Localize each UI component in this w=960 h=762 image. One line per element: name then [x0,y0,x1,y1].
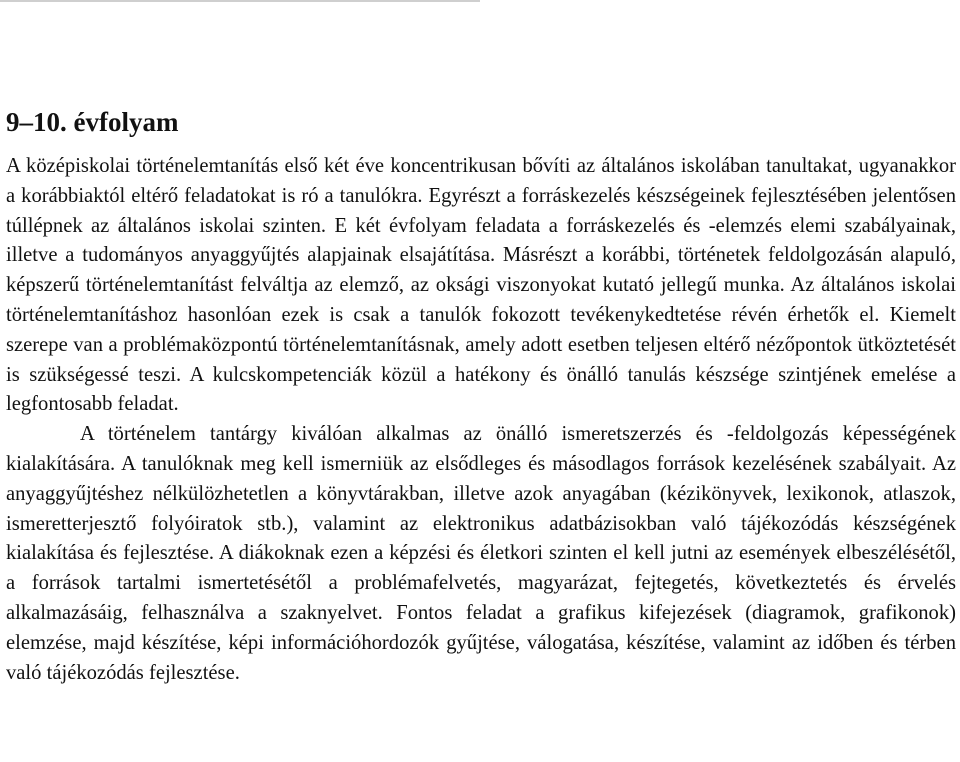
paragraph-2: A történelem tantárgy kiválóan alkalmas az önálló ismeretszerzés és -feldolgozás képességének kialakítására. A tanulóknak meg kell ismerniük az elsődleges és másodlagos források kezelésének szabályait. Az anyaggyűjtéshez nélkülözhetetlen a könyvtárakban, illetve azok anyagában (kézikönyvek, lexikonok, atlaszok, ismeretterjesztő folyóiratok stb.), valamint az elektronikus adatbázisokban való tájékozódás készségének kialakítása és fejlesztése. A diákoknak ezen a képzési és életkori szinten el kell jutni az események elbeszélésétől, a források tartalmi ismertetésétől a problémafelvetés, magyarázat, fejtegetés, következtetés és érvelés alkalmazásáig, felhasználva a szaknyelvet. Fontos feladat a grafikus kifejezések (diagramok, grafikonok) elemzése, majd készítése, képi információhordozók gyűjtése, válogatása, készítése, valamint az időben és térben való tájékozódás fejlesztése. [6,423,956,684]
document-page [6,105,956,688]
top-divider [0,0,480,2]
paragraph-1: A középiskolai történelemtanítás első két éve koncentrikusan bővíti az általános iskolában tanultakat, ugyanakkor a korábbiaktól eltérő feladatokat is ró a tanulókra. Egyrészt a forráskezelés készségeinek fejlesztésében jelentősen túllépnek az általános iskolai szinten. E két évfolyam feladata a forráskezelés és -elemzés elemi szabályainak, illetve a tudományos anyaggyűjtés alapjainak elsajátítása. Másrészt a korábbi, történetek feldolgozásán alapuló, képszerű történelemtanítást felváltja az elemző, az oksági viszonyokat kutató jellegű munka. Az általános iskolai történelemtanításhoz hasonlóan ezek is csak a tanulók fokozott tevékenykedtetése révén érhetők el. Kiemelt szerepe van a problémaközpontú történelemtanításnak, amely adott esetben teljesen eltérő nézőpontok ütköztetését is szükségessé teszi. A kulcskompetenciák közül a hatékony és önálló tanulás készsége szintjének emelése a legfontosabb feladat. [6,155,956,416]
section-heading: 9–10. évfolyam [6,107,179,137]
